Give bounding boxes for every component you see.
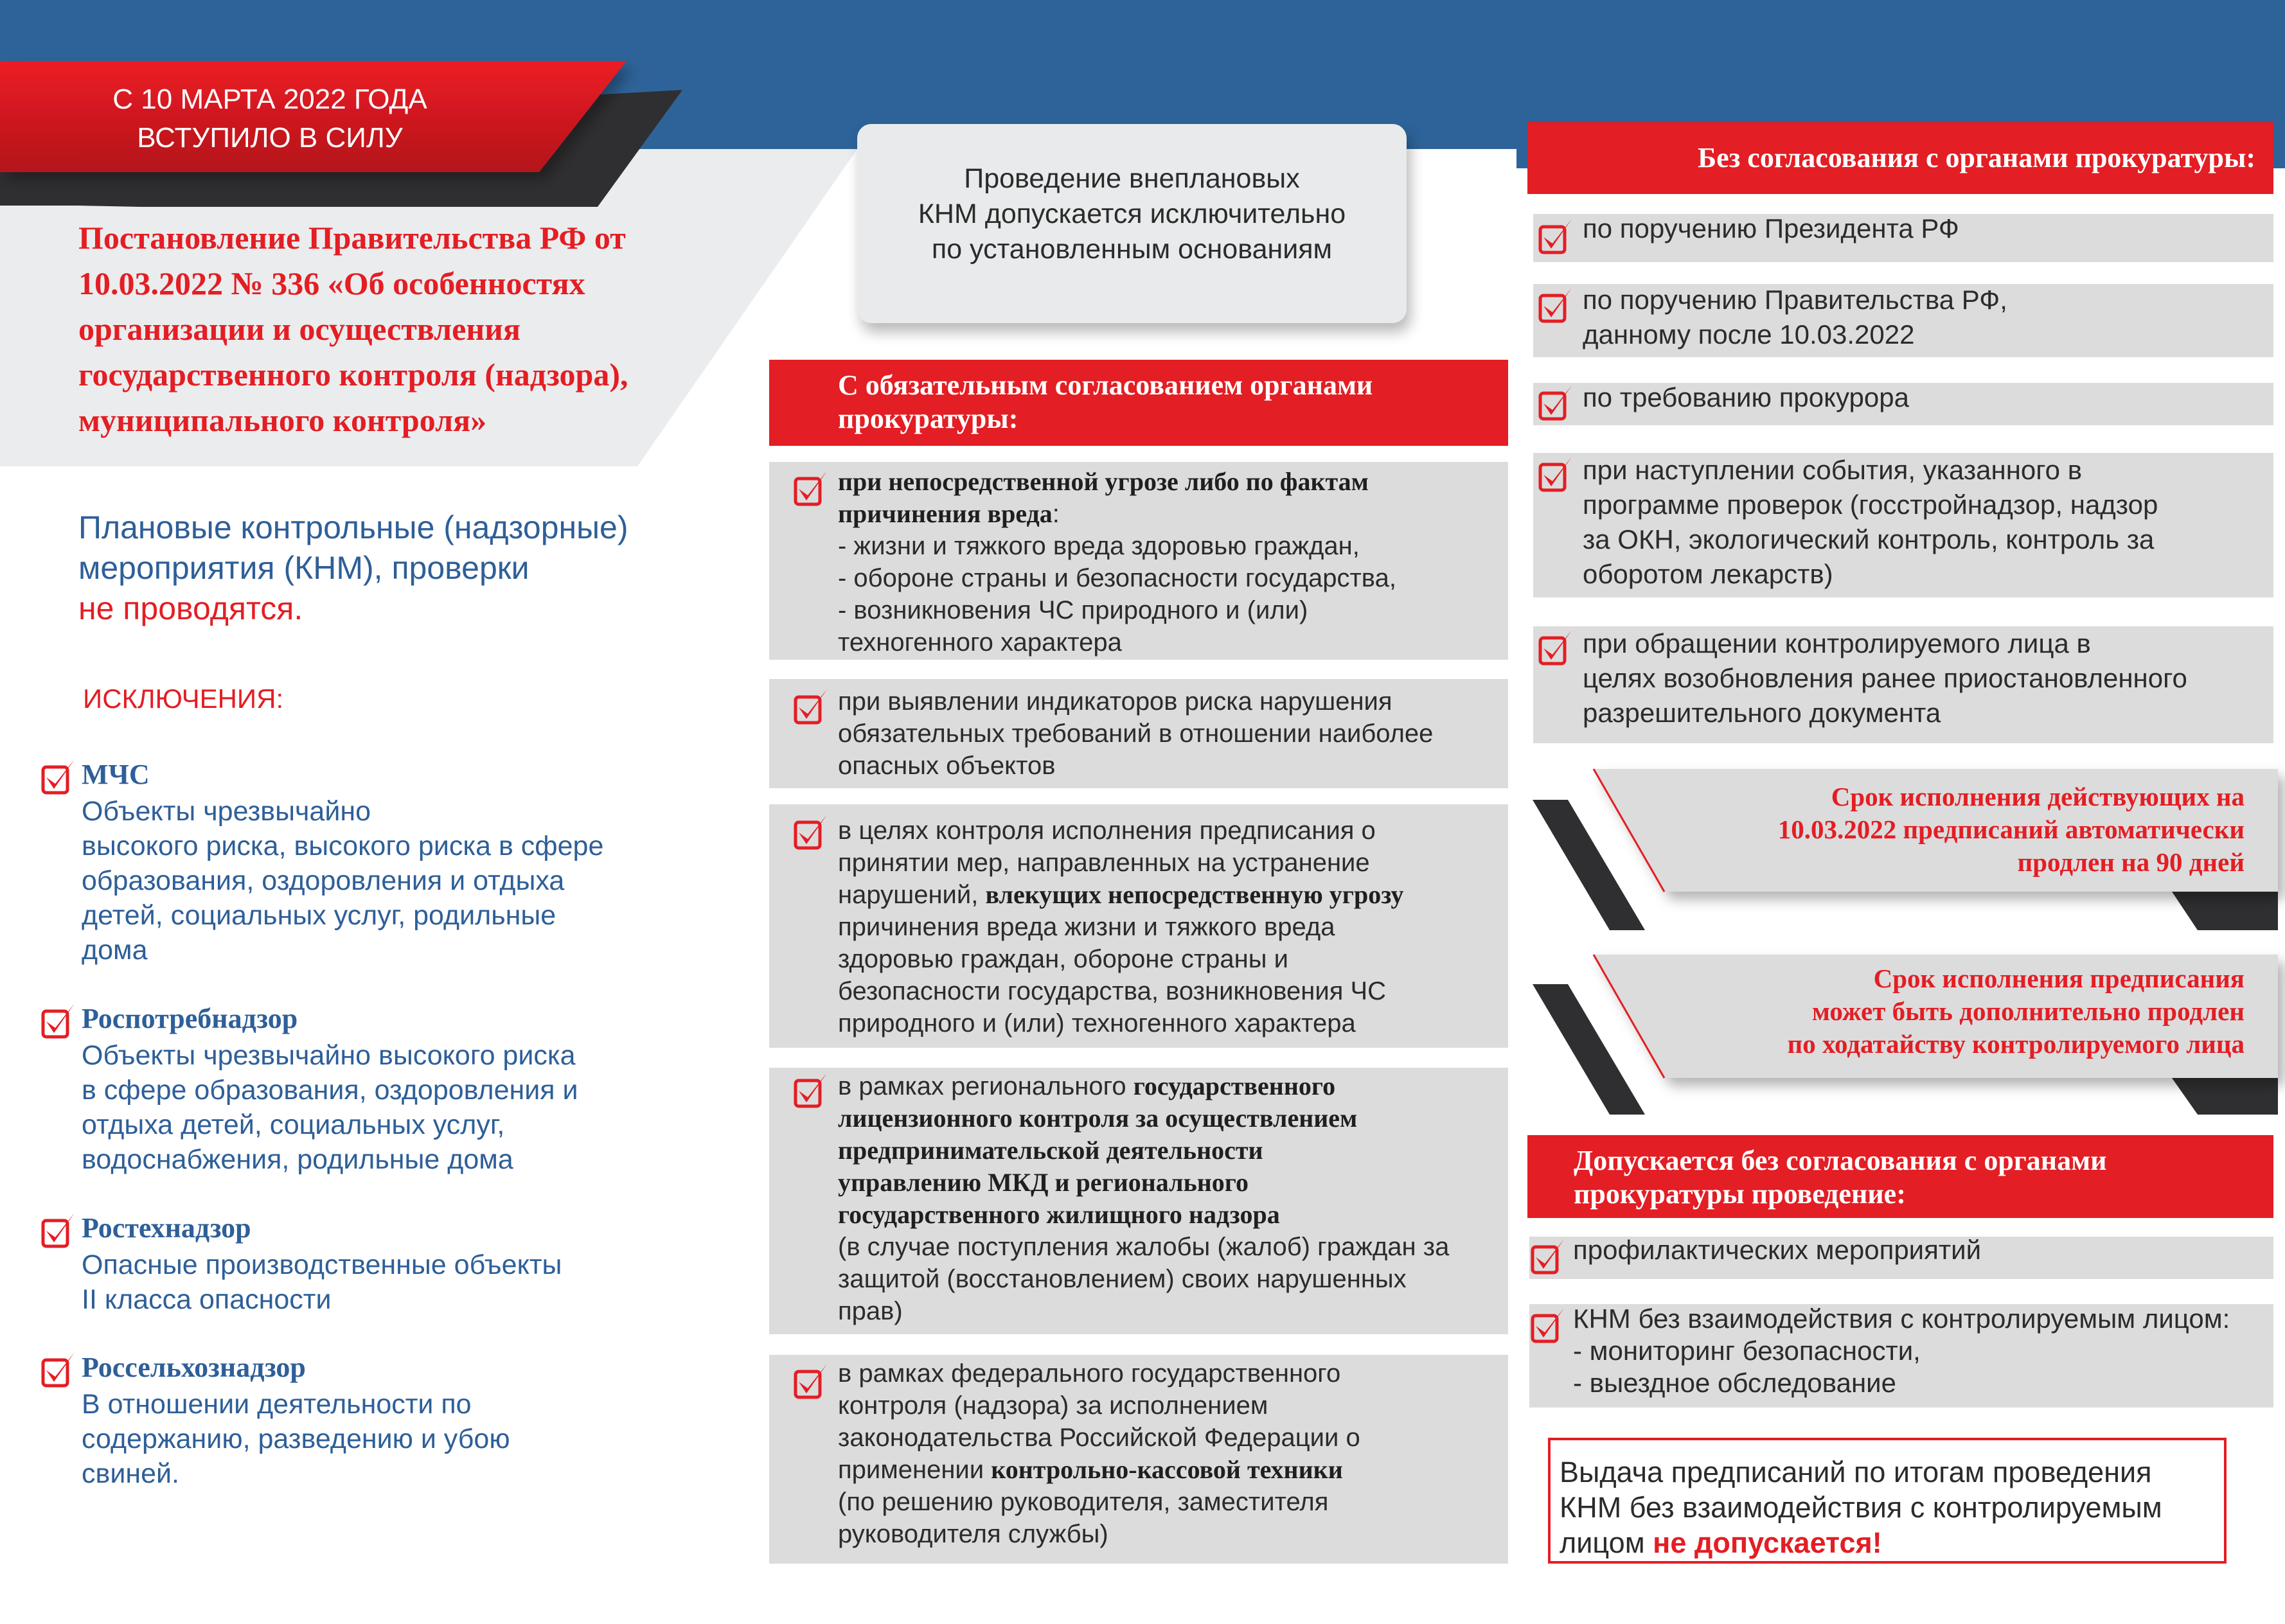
- header-text: Без согласования с органами прокуратуры:: [1697, 142, 2255, 173]
- checkbox-checked-icon: [1531, 1238, 1567, 1276]
- checkbox-checked-icon: [41, 758, 77, 797]
- allowed-item: КНМ без взаимодействия с контролируемым лицом: - мониторинг безопасности, - выездное обследование: [1529, 1304, 2273, 1408]
- checkbox-checked-icon: [41, 1002, 77, 1041]
- checkbox-checked-icon: [1531, 1307, 1567, 1345]
- header-line: Допускается без согласования с органами: [1574, 1145, 2107, 1176]
- checkbox-checked-icon: [1538, 384, 1574, 423]
- planned-inspections-note: [78, 508, 721, 629]
- chevron-dark-2b: [2172, 1078, 2278, 1115]
- mandatory-item: [769, 1068, 1508, 1334]
- info-line: КНМ допускается исключительно: [918, 199, 1346, 229]
- exception-desc: Объекты чрезвычайно высокого риска, высокого риска в сфере образования, оздоровления и отдыха детей, социальных услуг, родильные дома: [82, 796, 604, 966]
- no-approval-item: по требованию прокурора: [1533, 383, 2273, 425]
- planned-emphasis: не проводятся.: [78, 590, 303, 626]
- planned-line: мероприятия (КНМ), проверки: [78, 550, 529, 586]
- checkbox-checked-icon: [41, 1351, 77, 1390]
- header-line: С обязательным согласованием органами: [838, 369, 1373, 401]
- note-line: Выдача предписаний по итогам проведения: [1560, 1456, 2152, 1488]
- checkbox-checked-icon: [1538, 218, 1574, 256]
- allowed-item: профилактических мероприятий: [1529, 1237, 2273, 1279]
- checkbox-checked-icon: [794, 813, 830, 852]
- exceptions-title: ИСКЛЮЧЕНИЯ:: [83, 684, 284, 714]
- no-approval-item: по поручению Правительства РФ, данному после 10.03.2022: [1533, 284, 2273, 357]
- checkbox-checked-icon: [1538, 455, 1574, 494]
- no-approval-item: при обращении контролируемого лица в целях возобновления ранее приостановленного разрешительного документа: [1533, 626, 2273, 743]
- decree-line: государственного контроля (надзора),: [78, 357, 628, 393]
- mandatory-item: [769, 679, 1508, 788]
- item-text: в рамках федерального государственного контроля (надзора) за исполнением законодательства Российской Федерации о применении контрольно-кассовой техники (по решению руководителя, заместителя руководителя службы): [838, 1359, 1360, 1548]
- additional-extension-notice: Срок исполнения предписания может быть дополнительно продлен по ходатайству контролируемого лица: [1787, 964, 2245, 1059]
- note-emphasis: не допускается!: [1653, 1526, 1882, 1559]
- item-text: при непосредственной угрозе либо по фактам причинения вреда: - жизни и тяжкого вреда здоровью граждан, - обороне страны и безопасности государства, - возникновения ЧС природного и (или) техногенного характера: [838, 467, 1396, 657]
- checkbox-checked-icon: [794, 470, 830, 508]
- unscheduled-inspections-info-box: [857, 124, 1407, 323]
- checkbox-checked-icon: [1538, 287, 1574, 325]
- note-line: лицом: [1560, 1526, 1653, 1559]
- item-text: в целях контроля исполнения предписания о принятии мер, направленных на устранение нарушений, влекущих непосредственную угрозу причинения вреда жизни и тяжкого вреда здоровью граждан, обороне страны и безопасности государства, возникновения ЧС природного и (или) техногенного характера: [838, 816, 1404, 1037]
- mandatory-item: [769, 1355, 1508, 1564]
- planned-line: Плановые контрольные (надзорные): [78, 509, 628, 545]
- exception-name: Роспотребнадзор: [82, 1003, 298, 1034]
- checkbox-checked-icon: [794, 688, 830, 727]
- item-text: при выявлении индикаторов риска нарушения обязательных требований в отношении наиболее опасных объектов: [838, 687, 1434, 780]
- checkbox-checked-icon: [794, 1072, 830, 1110]
- banner-line-1: С 10 МАРТА 2022 ГОДА: [112, 84, 427, 115]
- exception-desc: В отношении деятельности по содержанию, разведению и убою свиней.: [82, 1389, 510, 1489]
- banner-line-2: ВСТУПИЛО В СИЛУ: [137, 122, 403, 154]
- checkbox-checked-icon: [1538, 629, 1574, 667]
- info-line: Проведение внеплановых: [964, 163, 1300, 194]
- note-line: КНМ без взаимодействия с контролируемым: [1560, 1491, 2162, 1524]
- header-line: прокуратуры проведение:: [1574, 1178, 1906, 1210]
- info-line: по установленным основаниям: [931, 234, 1333, 265]
- checkbox-checked-icon: [41, 1212, 77, 1250]
- decree-line: 10.03.2022 № 336 «Об особенностях: [78, 265, 585, 301]
- item-text: в рамках регионального государственного лицензионного контроля за осуществлением предпринимательской деятельности управлению МКД и регионального государственного жилищного надзора (в случае поступления жалобы (жалоб) граждан за защитой (восстановлением) своих нарушенных прав): [838, 1072, 1450, 1325]
- decree-line: муниципального контроля»: [78, 402, 487, 438]
- decree-line: Постановление Правительства РФ от: [78, 220, 626, 256]
- decree-line: организации и осуществления: [78, 311, 521, 347]
- no-approval-item: по поручению Президента РФ: [1533, 214, 2273, 262]
- chevron-dark-1b: [2172, 892, 2278, 930]
- deadline-extension-notice: Срок исполнения действующих на 10.03.2022 предписаний автоматически продлен на 90 дней: [1777, 782, 2245, 877]
- header-line: прокуратуры:: [838, 403, 1018, 434]
- prescription-prohibition-note: [1548, 1438, 2227, 1564]
- mandatory-approval-header: [769, 360, 1508, 446]
- exception-desc: Объекты чрезвычайно высокого риска в сфере образования, оздоровления и отдыха детей, социальных услуг, водоснабжения, родильные дома: [82, 1040, 578, 1175]
- checkbox-checked-icon: [794, 1363, 830, 1401]
- exception-name: Россельхознадзор: [82, 1352, 306, 1383]
- exception-name: МЧС: [82, 759, 150, 790]
- mandatory-item: [769, 462, 1508, 660]
- effective-date-banner: [71, 80, 469, 157]
- exception-desc: Опасные производственные объекты II класса опасности: [82, 1249, 562, 1315]
- no-approval-header: [1527, 122, 2273, 194]
- no-approval-item: при наступлении события, указанного в программе проверок (госстройнадзор, надзор за ОКН, экологический контроль, контроль за оборотом лекарств): [1533, 453, 2273, 597]
- mandatory-item: [769, 804, 1508, 1048]
- exception-name: Ростехнадзор: [82, 1212, 251, 1244]
- allowed-without-approval-header: [1527, 1135, 2273, 1218]
- decree-title: [78, 215, 695, 443]
